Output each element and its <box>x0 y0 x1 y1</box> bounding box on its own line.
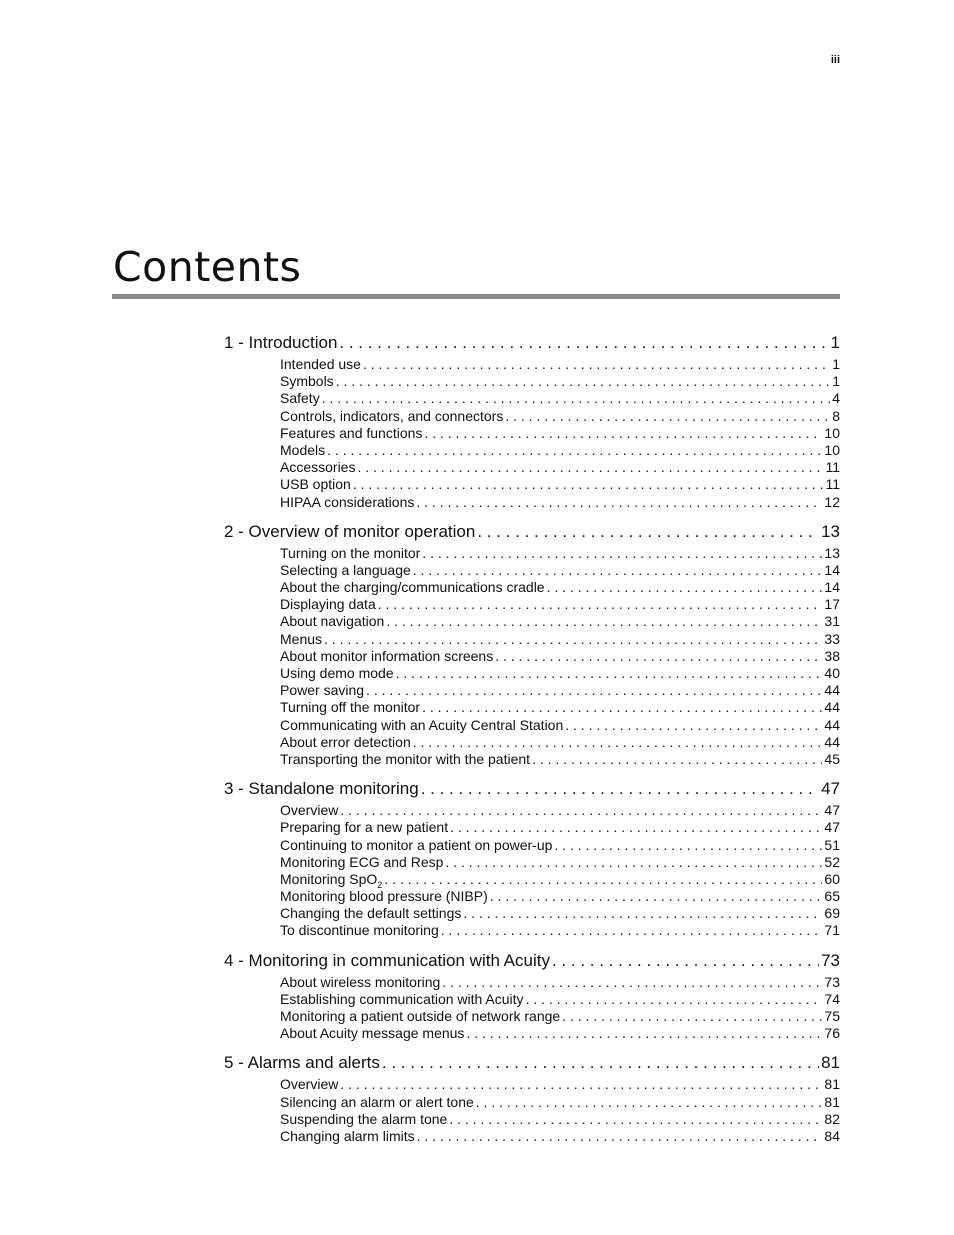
toc-chapter <box>224 519 840 768</box>
table-of-contents <box>224 330 840 1153</box>
toc-entry-page: 13 <box>824 544 840 561</box>
toc-entry-list <box>224 545 840 768</box>
toc-chapter-title: 2 - Overview of monitor operation <box>224 521 476 541</box>
toc-leader <box>466 1025 822 1042</box>
toc-entry[interactable] <box>280 974 840 991</box>
toc-entry-title: USB option <box>280 476 351 493</box>
toc-leader <box>532 751 822 768</box>
toc-entry[interactable] <box>280 717 840 734</box>
toc-entry[interactable] <box>280 545 840 562</box>
toc-entry-page: 81 <box>824 1076 840 1093</box>
toc-entry-page: 14 <box>824 579 840 596</box>
toc-entry-page: 12 <box>824 493 840 510</box>
toc-entry-page: 51 <box>824 836 840 853</box>
toc-entry[interactable] <box>280 596 840 613</box>
toc-chapter-page: 1 <box>830 333 840 352</box>
toc-entry-page: 69 <box>824 905 840 922</box>
toc-entry[interactable] <box>280 562 840 579</box>
toc-entry-title: Overview <box>280 1076 339 1093</box>
toc-entry-page: 60 <box>824 870 840 887</box>
title-rule <box>112 294 840 299</box>
toc-leader <box>363 356 830 373</box>
toc-entry-title: About wireless monitoring <box>280 973 441 990</box>
toc-leader <box>463 905 822 922</box>
toc-entry-list <box>224 356 840 511</box>
toc-entry[interactable] <box>280 802 840 819</box>
toc-leader <box>442 974 822 991</box>
toc-entry[interactable] <box>280 494 840 511</box>
toc-chapter-page: 47 <box>821 779 840 799</box>
toc-entry[interactable] <box>280 751 840 768</box>
toc-entry-title: About monitor information screens <box>280 647 494 664</box>
toc-leader <box>324 631 822 648</box>
toc-entry-title: Controls, indicators, and connectors <box>280 407 504 424</box>
toc-entry-page: 17 <box>824 596 840 613</box>
page-title: Contents <box>113 243 302 291</box>
toc-entry[interactable] <box>280 648 840 665</box>
toc-entry-title: Changing the default settings <box>280 905 462 922</box>
toc-leader <box>413 734 823 751</box>
toc-leader <box>552 948 819 974</box>
toc-entry-title: Communicating with an Acuity Central Station <box>280 716 564 733</box>
toc-entry-page: 1 <box>832 373 840 390</box>
toc-entry-list <box>224 974 840 1043</box>
toc-entry-title: Monitoring a patient outside of network range <box>280 1008 561 1024</box>
toc-leader <box>417 1128 823 1145</box>
toc-entry-page: 40 <box>824 665 840 681</box>
toc-entry-title: Continuing to monitor a patient on power-up <box>280 836 553 853</box>
toc-leader <box>422 699 822 716</box>
toc-entry[interactable] <box>280 1076 840 1093</box>
toc-entry[interactable] <box>280 476 840 493</box>
toc-leader <box>340 802 822 819</box>
toc-entry[interactable] <box>280 699 840 716</box>
toc-entry-title: Symbols <box>280 373 334 390</box>
toc-entry-page: 47 <box>824 819 840 836</box>
toc-entry-page: 33 <box>824 630 840 647</box>
toc-entry-page: 65 <box>824 888 840 905</box>
toc-leader <box>505 408 830 425</box>
toc-leader <box>378 596 823 613</box>
toc-entry-title: Monitoring SpO$_2$ <box>280 870 383 889</box>
toc-entry[interactable] <box>280 871 840 888</box>
toc-leader <box>445 854 822 871</box>
toc-leader <box>386 613 822 630</box>
toc-entry-title: Silencing an alarm or alert tone <box>280 1093 474 1110</box>
toc-entry-title: Features and functions <box>280 424 423 441</box>
toc-entry-title: Turning off the monitor <box>280 699 421 716</box>
toc-leader <box>526 991 823 1008</box>
toc-entry-page: 74 <box>824 990 840 1007</box>
toc-leader <box>396 665 823 682</box>
toc-entry[interactable] <box>280 854 840 871</box>
toc-entry-title: Safety <box>280 390 320 407</box>
toc-chapter-link[interactable] <box>224 776 840 802</box>
toc-entry-page: 44 <box>824 733 840 750</box>
toc-leader <box>422 545 822 562</box>
toc-entry[interactable] <box>280 442 840 459</box>
toc-leader <box>413 562 823 579</box>
toc-chapter-link[interactable] <box>224 330 840 356</box>
toc-entry[interactable] <box>280 991 840 1008</box>
toc-leader <box>382 1050 819 1076</box>
toc-entry[interactable] <box>280 682 840 699</box>
toc-entry[interactable] <box>280 1128 840 1145</box>
toc-leader <box>424 425 822 442</box>
toc-entry[interactable] <box>280 1094 840 1111</box>
toc-entry-page: 45 <box>824 750 840 767</box>
toc-entry[interactable] <box>280 1008 840 1025</box>
toc-entry-page: 52 <box>824 853 840 870</box>
toc-entry[interactable] <box>280 1111 840 1128</box>
toc-chapter <box>224 1050 840 1145</box>
toc-entry-page: 1 <box>832 356 840 372</box>
toc-entry-page: 44 <box>824 682 840 699</box>
toc-entry[interactable] <box>280 905 840 922</box>
toc-entry-title: Transporting the monitor with the patient <box>280 750 531 767</box>
toc-entry-title: Power saving <box>280 682 365 699</box>
toc-entry-title: Suspending the alarm tone <box>280 1110 448 1127</box>
toc-leader <box>416 494 822 511</box>
toc-leader <box>554 837 822 854</box>
toc-chapter <box>224 330 840 511</box>
toc-entry-page: 82 <box>824 1110 840 1127</box>
toc-entry-page: 38 <box>824 647 840 664</box>
toc-chapter-title: 5 - Alarms and alerts <box>224 1053 380 1073</box>
toc-leader <box>336 373 831 390</box>
toc-entry-title: About Acuity message menus <box>280 1025 465 1042</box>
toc-entry-title: Intended use <box>280 356 361 372</box>
toc-leader <box>353 476 824 493</box>
toc-entry[interactable] <box>280 579 840 596</box>
toc-chapter-page: 73 <box>821 950 840 970</box>
toc-chapter-page: 81 <box>821 1053 840 1073</box>
toc-entry-page: 71 <box>824 922 840 939</box>
toc-leader <box>322 390 831 407</box>
toc-entry[interactable] <box>280 819 840 836</box>
page-number: iii <box>830 54 840 66</box>
toc-leader <box>450 819 822 836</box>
subscript: 2 <box>377 879 383 889</box>
toc-entry-page: 10 <box>824 424 840 441</box>
toc-entry-title: HIPAA considerations <box>280 493 415 510</box>
toc-entry[interactable] <box>280 631 840 648</box>
toc-entry-title: Models <box>280 441 326 458</box>
toc-chapter-title: 1 - Introduction <box>224 333 338 352</box>
toc-entry-title: Using demo mode <box>280 665 394 681</box>
toc-entry-title: Displaying data <box>280 596 376 613</box>
toc-entry-title: Changing alarm limits <box>280 1127 415 1144</box>
toc-entry-page: 81 <box>824 1093 840 1110</box>
toc-leader <box>327 442 822 459</box>
toc-entry-page: 47 <box>824 802 840 819</box>
toc-entry[interactable] <box>280 356 840 373</box>
toc-entry[interactable] <box>280 734 840 751</box>
toc-entry[interactable] <box>280 837 840 854</box>
toc-entry[interactable] <box>280 408 840 425</box>
toc-leader <box>476 1094 823 1111</box>
toc-entry-page: 10 <box>824 441 840 458</box>
toc-chapter-title: 3 - Standalone monitoring <box>224 779 419 799</box>
toc-entry-list <box>224 802 840 940</box>
toc-entry[interactable] <box>280 922 840 939</box>
toc-leader <box>340 1076 822 1093</box>
toc-entry-page: 8 <box>832 407 840 424</box>
toc-leader <box>366 682 822 699</box>
toc-entry-title: Accessories <box>280 459 356 476</box>
toc-entry-title: Selecting a language <box>280 561 411 578</box>
toc-entry-title: About error detection <box>280 733 411 750</box>
toc-entry[interactable] <box>280 888 840 905</box>
toc-entry[interactable] <box>280 1025 840 1042</box>
toc-chapter-link[interactable] <box>224 519 840 545</box>
toc-entry-page: 14 <box>824 561 840 578</box>
toc-entry-title: Monitoring blood pressure (NIBP) <box>280 888 488 905</box>
toc-leader <box>339 330 828 356</box>
toc-entry-title: To discontinue monitoring <box>280 922 439 939</box>
toc-leader <box>384 871 822 888</box>
toc-entry-page: 11 <box>825 476 840 493</box>
toc-entry-title: Turning on the monitor <box>280 544 421 561</box>
toc-entry-title: Monitoring ECG and Resp <box>280 853 444 870</box>
toc-entry-title: About the charging/communications cradle <box>280 579 545 596</box>
toc-leader <box>565 717 822 734</box>
toc-chapter-page: 13 <box>821 521 840 541</box>
toc-entry[interactable] <box>280 425 840 442</box>
toc-entry-list <box>224 1076 840 1145</box>
toc-entry-page: 4 <box>832 390 840 407</box>
toc-entry-page: 73 <box>824 973 840 990</box>
toc-leader <box>547 579 823 596</box>
toc-entry-page: 31 <box>824 613 840 630</box>
toc-leader <box>357 459 823 476</box>
toc-entry[interactable] <box>280 613 840 630</box>
toc-chapter-title: 4 - Monitoring in communication with Acuity <box>224 950 550 970</box>
toc-entry[interactable] <box>280 373 840 390</box>
toc-entry-title: Overview <box>280 802 339 819</box>
toc-leader <box>441 922 823 939</box>
toc-leader <box>477 519 819 545</box>
toc-leader <box>490 888 823 905</box>
toc-entry-page: 11 <box>825 459 840 476</box>
toc-entry-title: Menus <box>280 630 323 647</box>
toc-entry-page: 76 <box>824 1025 840 1042</box>
toc-entry-title: Preparing for a new patient <box>280 819 449 836</box>
toc-chapter <box>224 948 840 1043</box>
toc-entry-page: 44 <box>824 716 840 733</box>
toc-entry-page: 75 <box>824 1008 840 1024</box>
toc-entry-title: Establishing communication with Acuity <box>280 990 524 1007</box>
toc-leader <box>562 1008 822 1025</box>
toc-chapter <box>224 776 840 940</box>
toc-leader <box>495 648 822 665</box>
toc-chapter-link[interactable] <box>224 948 840 974</box>
toc-entry-page: 84 <box>824 1127 840 1144</box>
toc-leader <box>449 1111 822 1128</box>
toc-entry[interactable] <box>280 390 840 407</box>
toc-entry-title: About navigation <box>280 613 385 630</box>
toc-leader <box>421 776 819 802</box>
toc-entry[interactable] <box>280 459 840 476</box>
toc-entry-page: 44 <box>824 699 840 716</box>
toc-entry[interactable] <box>280 665 840 682</box>
toc-chapter-link[interactable] <box>224 1050 840 1076</box>
